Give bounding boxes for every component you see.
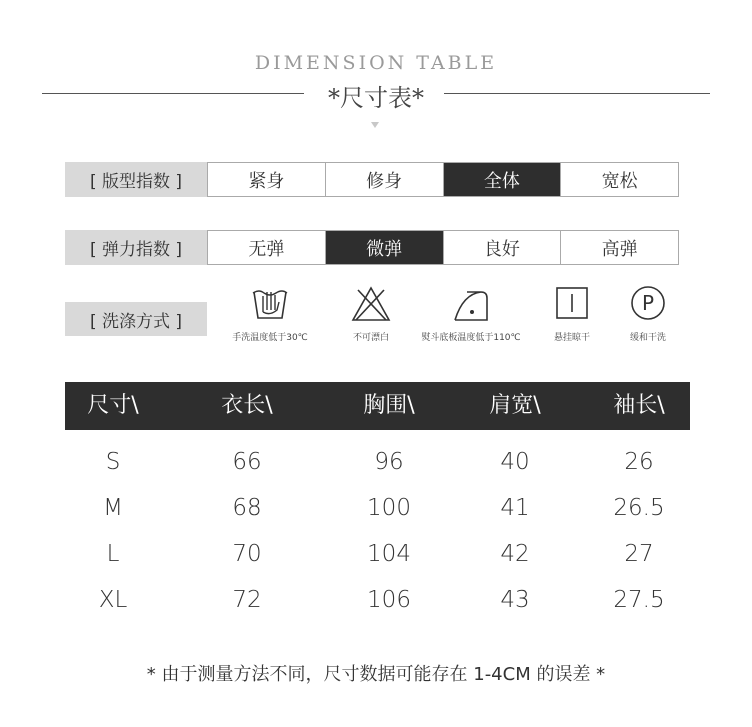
cell-sleeve: 27.5 [613,587,665,613]
care-item-hang-dry [542,284,602,343]
no-bleach-icon [350,284,392,324]
cell-size: L [106,541,120,567]
stretch-option: 良好 [443,231,561,264]
stretch-option: 高弹 [560,231,678,264]
header-shoulder: 肩宽\ [489,393,541,418]
hang-dry-text: 悬挂晾干 [553,333,590,343]
measurement-note: * 由于测量方法不同，尺寸数据可能存在 1-4CM 的误差 * [146,664,606,685]
care-item-hand-wash [222,284,318,343]
fit-option-selected: 全体 [443,163,561,196]
fit-option: 修身 [325,163,443,196]
cell-shoulder: 42 [500,541,530,567]
header-chest: 胸围\ [363,393,415,418]
stretch-index-row [65,230,679,265]
cell-sleeve: 27 [624,541,654,567]
cell-chest: 106 [367,587,411,613]
cell-sleeve: 26.5 [613,495,665,521]
cell-length: 70 [232,541,262,567]
wash-method-label: [ 洗涤方式 ] [65,302,207,336]
header-length: 衣长\ [221,393,273,418]
care-item-no-bleach [338,284,404,343]
fit-option: 宽松 [560,163,678,196]
cell-chest: 104 [367,541,411,567]
hand-wash-text: 手洗温度低于30℃ [232,333,308,343]
cell-size: M [103,495,123,521]
hang-dry-icon [554,284,590,324]
hand-wash-icon [250,284,290,324]
care-item-dry-clean [620,284,676,343]
care-item-iron [408,284,534,343]
dry-clean-p-icon [629,284,667,324]
no-bleach-text: 不可漂白 [352,333,389,343]
title-row [42,78,710,112]
header-sleeve: 袖长\ [613,393,665,418]
header-size: 尺寸\ [87,393,139,418]
cell-size: S [105,449,121,475]
dry-clean-text: 缓和干洗 [629,333,666,343]
cell-length: 68 [232,495,262,521]
cell-shoulder: 41 [500,495,530,521]
title-chinese: *尺寸表* [320,84,432,112]
svg-text:P: P [641,291,655,315]
cell-size: XL [98,587,128,613]
size-table-header [65,382,690,430]
fit-index-row [65,162,679,197]
title-english: DIMENSION TABLE [254,52,498,74]
cell-chest: 96 [374,449,404,475]
stretch-option: 无弹 [207,231,325,264]
down-triangle-icon [371,122,379,128]
stretch-option-selected: 微弹 [325,231,443,264]
cell-sleeve: 26 [624,449,654,475]
stretch-index-label: [ 弹力指数 ] [65,230,207,265]
cell-shoulder: 40 [500,449,530,475]
iron-text: 熨斗底板温度低于110℃ [421,333,521,343]
cell-length: 72 [232,587,262,613]
fit-option: 紧身 [207,163,325,196]
cell-chest: 100 [367,495,411,521]
cell-shoulder: 43 [500,587,530,613]
iron-icon [449,284,493,324]
cell-length: 66 [232,449,262,475]
fit-index-label: [ 版型指数 ] [65,162,207,197]
